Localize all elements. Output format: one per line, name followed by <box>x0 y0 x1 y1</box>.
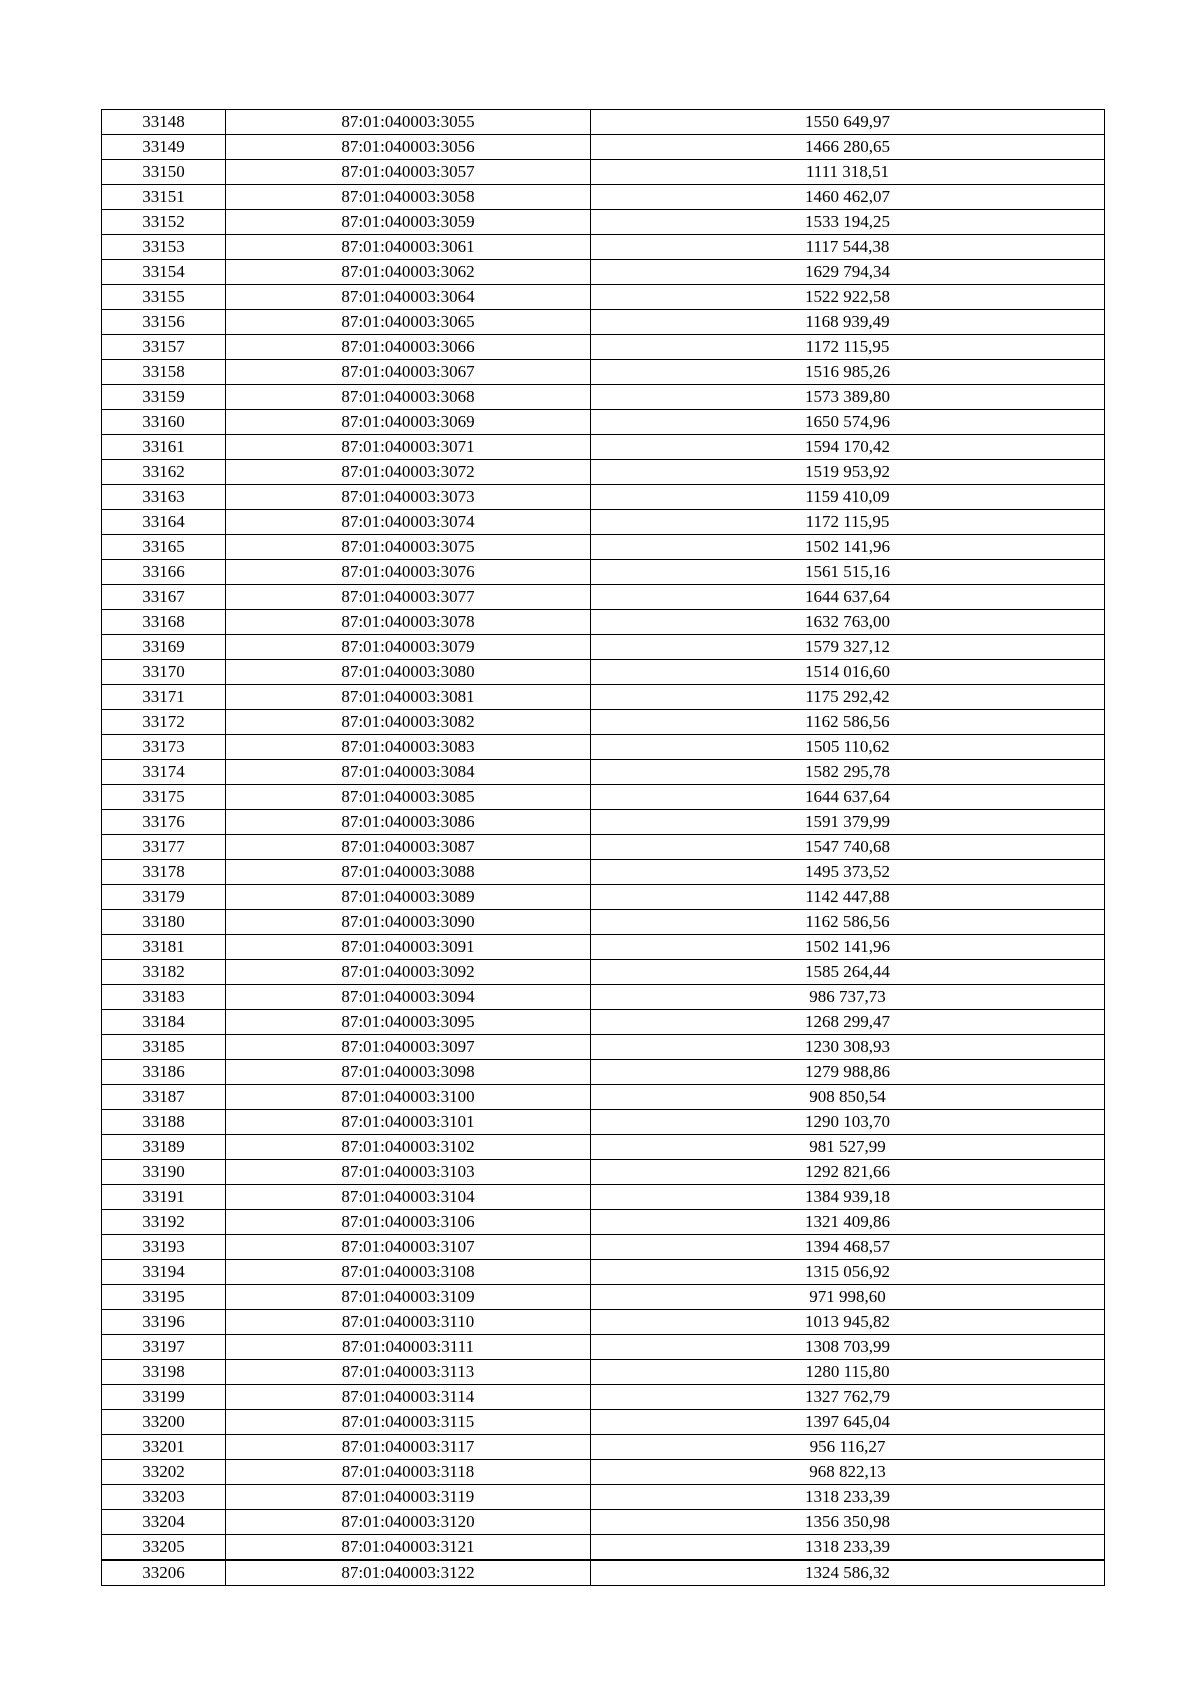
cadastral-number-cell: 87:01:040003:3109 <box>226 1285 591 1310</box>
cadastral-number-cell: 87:01:040003:3101 <box>226 1110 591 1135</box>
cadastral-number-cell: 87:01:040003:3079 <box>226 635 591 660</box>
table-row <box>102 810 1105 835</box>
cadastral-number-cell: 87:01:040003:3102 <box>226 1135 591 1160</box>
cadastral-number-cell: 87:01:040003:3085 <box>226 785 591 810</box>
value-cell: 1315 056,92 <box>591 1260 1105 1285</box>
table-row <box>102 935 1105 960</box>
row-number-cell: 33202 <box>102 1460 226 1485</box>
cadastral-number-cell: 87:01:040003:3064 <box>226 285 591 310</box>
value-cell: 1142 447,88 <box>591 885 1105 910</box>
cadastral-number-cell: 87:01:040003:3077 <box>226 585 591 610</box>
table-row <box>102 1210 1105 1235</box>
table-row <box>102 835 1105 860</box>
cadastral-number-cell: 87:01:040003:3055 <box>226 110 591 135</box>
row-number-cell: 33191 <box>102 1185 226 1210</box>
table-row <box>102 585 1105 610</box>
table-row <box>102 1260 1105 1285</box>
value-cell: 1280 115,80 <box>591 1360 1105 1385</box>
value-cell: 971 998,60 <box>591 1285 1105 1310</box>
table-row <box>102 735 1105 760</box>
value-cell: 1533 194,25 <box>591 210 1105 235</box>
row-number-cell: 33167 <box>102 585 226 610</box>
cadastral-number-cell: 87:01:040003:3107 <box>226 1235 591 1260</box>
row-number-cell: 33186 <box>102 1060 226 1085</box>
row-number-cell: 33153 <box>102 235 226 260</box>
value-cell: 908 850,54 <box>591 1085 1105 1110</box>
row-number-cell: 33170 <box>102 660 226 685</box>
row-number-cell: 33166 <box>102 560 226 585</box>
row-number-cell: 33182 <box>102 960 226 985</box>
table-row <box>102 1135 1105 1160</box>
row-number-cell: 33175 <box>102 785 226 810</box>
value-cell: 1308 703,99 <box>591 1335 1105 1360</box>
value-cell: 1159 410,09 <box>591 485 1105 510</box>
value-cell: 1502 141,96 <box>591 535 1105 560</box>
value-cell: 1318 233,39 <box>591 1535 1105 1561</box>
table-row <box>102 885 1105 910</box>
table-row <box>102 535 1105 560</box>
row-number-cell: 33157 <box>102 335 226 360</box>
value-cell: 1279 988,86 <box>591 1060 1105 1085</box>
cadastral-number-cell: 87:01:040003:3122 <box>226 1560 591 1586</box>
table-row <box>102 135 1105 160</box>
value-cell: 1514 016,60 <box>591 660 1105 685</box>
row-number-cell: 33164 <box>102 510 226 535</box>
table-row <box>102 1535 1105 1561</box>
cadastral-number-cell: 87:01:040003:3081 <box>226 685 591 710</box>
value-cell: 1292 821,66 <box>591 1160 1105 1185</box>
value-cell: 1650 574,96 <box>591 410 1105 435</box>
value-cell: 1547 740,68 <box>591 835 1105 860</box>
row-number-cell: 33150 <box>102 160 226 185</box>
row-number-cell: 33179 <box>102 885 226 910</box>
row-number-cell: 33195 <box>102 1285 226 1310</box>
table-row <box>102 760 1105 785</box>
value-cell: 1318 233,39 <box>591 1485 1105 1510</box>
table-row <box>102 1460 1105 1485</box>
row-number-cell: 33194 <box>102 1260 226 1285</box>
table-row <box>102 1510 1105 1535</box>
cadastral-number-cell: 87:01:040003:3067 <box>226 360 591 385</box>
cadastral-number-cell: 87:01:040003:3087 <box>226 835 591 860</box>
table-row <box>102 110 1105 135</box>
value-cell: 1117 544,38 <box>591 235 1105 260</box>
value-cell: 1644 637,64 <box>591 585 1105 610</box>
value-cell: 1591 379,99 <box>591 810 1105 835</box>
cadastral-number-cell: 87:01:040003:3088 <box>226 860 591 885</box>
table-row <box>102 985 1105 1010</box>
table-row <box>102 385 1105 410</box>
cadastral-number-cell: 87:01:040003:3092 <box>226 960 591 985</box>
row-number-cell: 33162 <box>102 460 226 485</box>
table-row <box>102 235 1105 260</box>
table-row <box>102 635 1105 660</box>
row-number-cell: 33154 <box>102 260 226 285</box>
value-cell: 1561 515,16 <box>591 560 1105 585</box>
value-cell: 1644 637,64 <box>591 785 1105 810</box>
table-row <box>102 210 1105 235</box>
row-number-cell: 33200 <box>102 1410 226 1435</box>
row-number-cell: 33177 <box>102 835 226 860</box>
cadastral-number-cell: 87:01:040003:3095 <box>226 1010 591 1035</box>
cadastral-number-cell: 87:01:040003:3068 <box>226 385 591 410</box>
table-row <box>102 1435 1105 1460</box>
row-number-cell: 33198 <box>102 1360 226 1385</box>
cadastral-number-cell: 87:01:040003:3066 <box>226 335 591 360</box>
table-row <box>102 360 1105 385</box>
cadastral-number-cell: 87:01:040003:3094 <box>226 985 591 1010</box>
value-cell: 1175 292,42 <box>591 685 1105 710</box>
cadastral-number-cell: 87:01:040003:3104 <box>226 1185 591 1210</box>
value-cell: 1321 409,86 <box>591 1210 1105 1235</box>
row-number-cell: 33156 <box>102 310 226 335</box>
row-number-cell: 33169 <box>102 635 226 660</box>
cadastral-number-cell: 87:01:040003:3119 <box>226 1485 591 1510</box>
table-row <box>102 1110 1105 1135</box>
value-cell: 1397 645,04 <box>591 1410 1105 1435</box>
cadastral-number-cell: 87:01:040003:3071 <box>226 435 591 460</box>
value-cell: 1460 462,07 <box>591 185 1105 210</box>
table-row <box>102 910 1105 935</box>
value-cell: 1516 985,26 <box>591 360 1105 385</box>
table-row <box>102 660 1105 685</box>
cadastral-number-cell: 87:01:040003:3072 <box>226 460 591 485</box>
cadastral-number-cell: 87:01:040003:3061 <box>226 235 591 260</box>
row-number-cell: 33163 <box>102 485 226 510</box>
value-cell: 1585 264,44 <box>591 960 1105 985</box>
value-cell: 1172 115,95 <box>591 510 1105 535</box>
table-row <box>102 1360 1105 1385</box>
value-cell: 1384 939,18 <box>591 1185 1105 1210</box>
row-number-cell: 33192 <box>102 1210 226 1235</box>
cadastral-number-cell: 87:01:040003:3074 <box>226 510 591 535</box>
value-cell: 1550 649,97 <box>591 110 1105 135</box>
value-cell: 986 737,73 <box>591 985 1105 1010</box>
table-row <box>102 1160 1105 1185</box>
table-row <box>102 185 1105 210</box>
cadastral-number-cell: 87:01:040003:3075 <box>226 535 591 560</box>
value-cell: 1519 953,92 <box>591 460 1105 485</box>
row-number-cell: 33171 <box>102 685 226 710</box>
row-number-cell: 33173 <box>102 735 226 760</box>
table-row <box>102 285 1105 310</box>
table-row <box>102 160 1105 185</box>
cadastral-number-cell: 87:01:040003:3090 <box>226 910 591 935</box>
value-cell: 1522 922,58 <box>591 285 1105 310</box>
table-row <box>102 1060 1105 1085</box>
value-cell: 1172 115,95 <box>591 335 1105 360</box>
cadastral-number-cell: 87:01:040003:3058 <box>226 185 591 210</box>
table-row <box>102 510 1105 535</box>
cadastral-number-cell: 87:01:040003:3059 <box>226 210 591 235</box>
row-number-cell: 33158 <box>102 360 226 385</box>
cadastral-number-cell: 87:01:040003:3111 <box>226 1335 591 1360</box>
value-cell: 1594 170,42 <box>591 435 1105 460</box>
table-row <box>102 435 1105 460</box>
value-cell: 1582 295,78 <box>591 760 1105 785</box>
row-number-cell: 33168 <box>102 610 226 635</box>
value-cell: 1013 945,82 <box>591 1310 1105 1335</box>
cadastral-number-cell: 87:01:040003:3069 <box>226 410 591 435</box>
table-row <box>102 1035 1105 1060</box>
value-cell: 1394 468,57 <box>591 1235 1105 1260</box>
cadastral-number-cell: 87:01:040003:3082 <box>226 710 591 735</box>
row-number-cell: 33149 <box>102 135 226 160</box>
row-number-cell: 33187 <box>102 1085 226 1110</box>
cadastral-number-cell: 87:01:040003:3084 <box>226 760 591 785</box>
cadastral-number-cell: 87:01:040003:3121 <box>226 1535 591 1561</box>
value-cell: 1111 318,51 <box>591 160 1105 185</box>
row-number-cell: 33185 <box>102 1035 226 1060</box>
value-cell: 956 116,27 <box>591 1435 1105 1460</box>
cadastral-number-cell: 87:01:040003:3073 <box>226 485 591 510</box>
value-cell: 968 822,13 <box>591 1460 1105 1485</box>
row-number-cell: 33176 <box>102 810 226 835</box>
cadastral-number-cell: 87:01:040003:3065 <box>226 310 591 335</box>
cadastral-number-cell: 87:01:040003:3097 <box>226 1035 591 1060</box>
value-cell: 1466 280,65 <box>591 135 1105 160</box>
row-number-cell: 33196 <box>102 1310 226 1335</box>
row-number-cell: 33148 <box>102 110 226 135</box>
cadastral-number-cell: 87:01:040003:3086 <box>226 810 591 835</box>
row-number-cell: 33152 <box>102 210 226 235</box>
row-number-cell: 33178 <box>102 860 226 885</box>
table-row <box>102 1485 1105 1510</box>
table-row <box>102 960 1105 985</box>
table-row <box>102 460 1105 485</box>
value-cell: 981 527,99 <box>591 1135 1105 1160</box>
value-cell: 1632 763,00 <box>591 610 1105 635</box>
value-cell: 1495 373,52 <box>591 860 1105 885</box>
table-row <box>102 1235 1105 1260</box>
cadastral-number-cell: 87:01:040003:3078 <box>226 610 591 635</box>
row-number-cell: 33155 <box>102 285 226 310</box>
table-row <box>102 860 1105 885</box>
value-cell: 1290 103,70 <box>591 1110 1105 1135</box>
cadastral-number-cell: 87:01:040003:3056 <box>226 135 591 160</box>
table-row <box>102 1335 1105 1360</box>
row-number-cell: 33197 <box>102 1335 226 1360</box>
row-number-cell: 33165 <box>102 535 226 560</box>
row-number-cell: 33180 <box>102 910 226 935</box>
row-number-cell: 33159 <box>102 385 226 410</box>
cadastral-number-cell: 87:01:040003:3118 <box>226 1460 591 1485</box>
value-cell: 1629 794,34 <box>591 260 1105 285</box>
row-number-cell: 33203 <box>102 1485 226 1510</box>
table-row <box>102 560 1105 585</box>
cadastral-number-cell: 87:01:040003:3057 <box>226 160 591 185</box>
table-row <box>102 1185 1105 1210</box>
row-number-cell: 33172 <box>102 710 226 735</box>
cadastral-number-cell: 87:01:040003:3117 <box>226 1435 591 1460</box>
row-number-cell: 33183 <box>102 985 226 1010</box>
table-row <box>102 485 1105 510</box>
row-number-cell: 33190 <box>102 1160 226 1185</box>
cadastral-number-cell: 87:01:040003:3120 <box>226 1510 591 1535</box>
row-number-cell: 33189 <box>102 1135 226 1160</box>
value-cell: 1162 586,56 <box>591 910 1105 935</box>
table-row <box>102 310 1105 335</box>
cadastral-number-cell: 87:01:040003:3103 <box>226 1160 591 1185</box>
value-cell: 1268 299,47 <box>591 1010 1105 1035</box>
table-row <box>102 1410 1105 1435</box>
value-cell: 1502 141,96 <box>591 935 1105 960</box>
table-row <box>102 785 1105 810</box>
row-number-cell: 33181 <box>102 935 226 960</box>
cadastral-number-cell: 87:01:040003:3110 <box>226 1310 591 1335</box>
cadastral-number-cell: 87:01:040003:3083 <box>226 735 591 760</box>
table-row <box>102 260 1105 285</box>
table-row <box>102 1385 1105 1410</box>
value-cell: 1573 389,80 <box>591 385 1105 410</box>
table-row <box>102 610 1105 635</box>
value-cell: 1168 939,49 <box>591 310 1105 335</box>
row-number-cell: 33201 <box>102 1435 226 1460</box>
value-cell: 1505 110,62 <box>591 735 1105 760</box>
table-body <box>102 110 1105 1586</box>
row-number-cell: 33206 <box>102 1560 226 1586</box>
row-number-cell: 33151 <box>102 185 226 210</box>
cadastral-number-cell: 87:01:040003:3062 <box>226 260 591 285</box>
table-row <box>102 335 1105 360</box>
value-cell: 1356 350,98 <box>591 1510 1105 1535</box>
cadastral-number-cell: 87:01:040003:3091 <box>226 935 591 960</box>
table-row <box>102 1085 1105 1110</box>
value-cell: 1162 586,56 <box>591 710 1105 735</box>
cadastral-number-cell: 87:01:040003:3108 <box>226 1260 591 1285</box>
row-number-cell: 33161 <box>102 435 226 460</box>
value-cell: 1579 327,12 <box>591 635 1105 660</box>
value-cell: 1324 586,32 <box>591 1560 1105 1586</box>
cadastral-number-cell: 87:01:040003:3113 <box>226 1360 591 1385</box>
table-row <box>102 710 1105 735</box>
row-number-cell: 33160 <box>102 410 226 435</box>
cadastral-number-cell: 87:01:040003:3115 <box>226 1410 591 1435</box>
row-number-cell: 33193 <box>102 1235 226 1260</box>
cadastral-number-cell: 87:01:040003:3114 <box>226 1385 591 1410</box>
row-number-cell: 33199 <box>102 1385 226 1410</box>
cadastral-number-cell: 87:01:040003:3080 <box>226 660 591 685</box>
table-row <box>102 1010 1105 1035</box>
cadastral-number-cell: 87:01:040003:3089 <box>226 885 591 910</box>
value-cell: 1230 308,93 <box>591 1035 1105 1060</box>
table-row <box>102 685 1105 710</box>
cadastral-number-cell: 87:01:040003:3076 <box>226 560 591 585</box>
table-row <box>102 1285 1105 1310</box>
cadastral-number-cell: 87:01:040003:3098 <box>226 1060 591 1085</box>
cadastral-number-cell: 87:01:040003:3100 <box>226 1085 591 1110</box>
table-row <box>102 410 1105 435</box>
row-number-cell: 33204 <box>102 1510 226 1535</box>
row-number-cell: 33184 <box>102 1010 226 1035</box>
table-row <box>102 1560 1105 1586</box>
row-number-cell: 33205 <box>102 1535 226 1561</box>
row-number-cell: 33188 <box>102 1110 226 1135</box>
data-table <box>101 109 1105 1586</box>
cadastral-number-cell: 87:01:040003:3106 <box>226 1210 591 1235</box>
value-cell: 1327 762,79 <box>591 1385 1105 1410</box>
table-row <box>102 1310 1105 1335</box>
row-number-cell: 33174 <box>102 760 226 785</box>
